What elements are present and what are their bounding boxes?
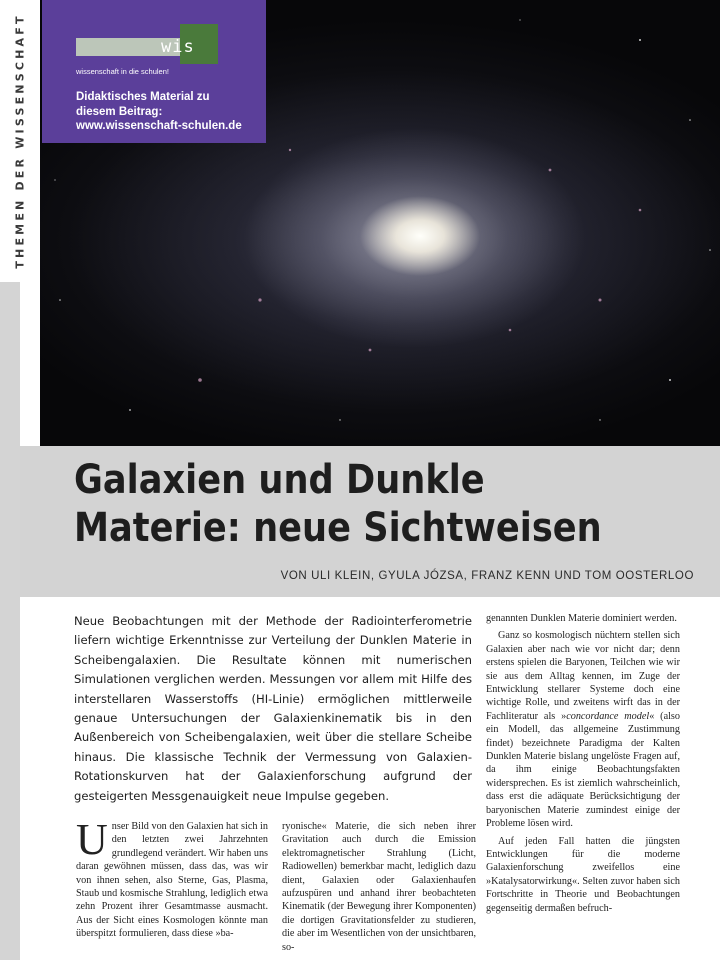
column-paragraph: Auf jeden Fall hatten die jüngsten Entwicklungen für die moderne Galaxienforschung zweifellos eine »Katalysatorwirkung«. Selten zuvor haben sich Fortschritte in Theorie und Beobachtungen gegenseitig dermaßen befruch- [486,835,680,914]
body-column-3 [486,612,680,960]
side-label-box [0,0,40,282]
column-paragraph [486,629,680,830]
article-authors: VON ULI KLEIN, GYULA JÓZSA, FRANZ KENN UND TOM OOSTERLOO [280,570,694,582]
column-text: ryonische« Materie, die sich neben ihrer Gravitation auch durch die Emission elektromagnetischer Strahlung (Licht, Radiowellen) bemerkbar macht, lediglich dazu dient, Galaxien oder Galaxienhaufen aufzuspüren und anhand ihrer beobachteten Kinematik (der Bewegung ihrer Komponenten) die dortigen Gravitationsfelder zu studieren, die aber im Wesentlichen von der unsichtbaren, so- [282,821,476,953]
column-paragraph: genannten Dunklen Materie dominiert werden. [486,613,677,624]
title-line: Materie: neue Sichtweisen [74,505,602,551]
wis-logo-text: wis [161,37,195,57]
paragraph-text: Ganz so kosmologisch nüchtern stellen sich Galaxien aber nach wie vor nicht dar; denn erstens spielen die Baryonen, Teilchen wie wir sie aus dem Alltag kennen, im Zuge der Entwicklung stellarer Systeme doch eine wichtige Rolle, und zweitens wirft das in der Fachliteratur als » [486,630,680,722]
paragraph-text: « (also ein Modell, das allgemeine Zustimmung findet) bezeichnete Paradigma der Kalten Dunklen Materie bislang ungelöste Fragen auf, da ihm einige Beobachtungsfakten widersprechen. Es ist ziemlich wahrscheinlich, dass erst die adäquate Berücksichtigung der baryonischen Materie zumindest einige der Probleme lösen wird. [486,710,680,830]
wis-info-line: Didaktisches Material zu [76,91,210,103]
body-column-2 [282,820,476,960]
body-column-1 [76,820,268,960]
wis-info-text [76,90,242,134]
title-line: Galaxien und Dunkle [74,457,485,503]
paragraph-emphasis: concordance model [566,710,650,722]
wis-tagline: wissenschaft in die schulen! [76,67,169,76]
section-rubric: THEMEN DER WISSENSCHAFT [13,13,27,269]
wis-logo [76,24,218,64]
wis-info-line: diesem Beitrag: [76,105,163,118]
wis-info-link[interactable]: www.wissenschaft-schulen.de [76,120,242,132]
title-band [20,446,720,597]
wis-info-box [42,0,266,143]
drop-cap: U [76,820,108,864]
article-title [74,456,602,552]
column-text: nser Bild von den Galaxien hat sich in den letzten zwei Jahrzehnten grundlegend verändert. Wir haben uns daran gewöhnen müssen, dass das, was wir von ihnen sehen, also Sterne, Gas, Plasma, Staub und kosmische Strahlung, lediglich etwa zehn Prozent ihrer Gesamtmasse ausmacht. Aus der Sicht eines Kosmologen könnte man überspitzt formulieren, dass diese »ba- [76,821,268,940]
lead-paragraph: Neue Beobachtungen mit der Methode der Radiointerferometrie liefern wichtige Erkenntnisse zur Verteilung der Dunklen Materie in Scheibengalaxien. Die Resultate können mit numerischen Simulationen verglichen werden. Messungen vor allem mit Hilfe des interstellaren Wasserstoffs (HI-Linie) ermöglichen mittlerweile genaue Untersuchungen der Galaxienkinematik bis in den Außenbereich von Scheibengalaxien, weit über die stellare Scheibe hinaus. Die klassische Technik der Vermessung von Galaxien-Rotationskurven hat der Galaxienforschung aufgrund der gesteigerten Messgenauigkeit neue Impulse gegeben. [74,614,472,803]
